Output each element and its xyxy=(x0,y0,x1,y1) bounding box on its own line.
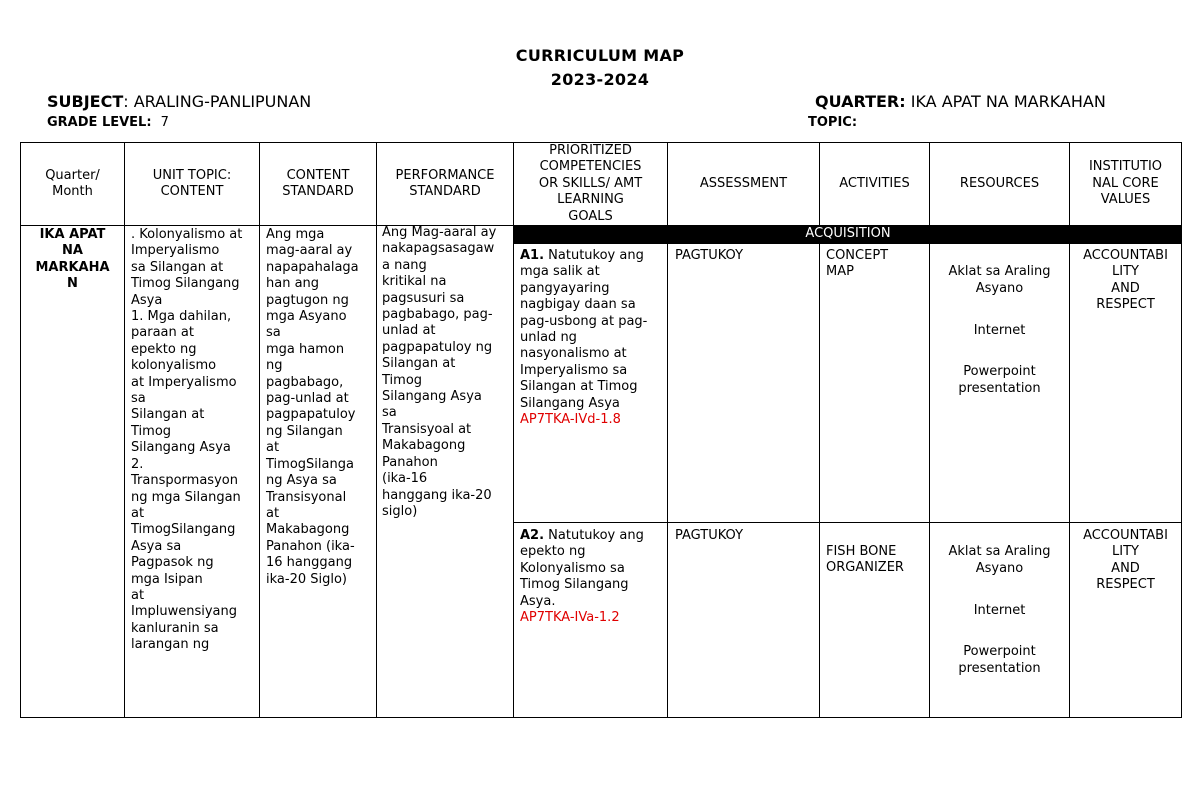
topic-label: TOPIC: xyxy=(808,115,858,130)
competency-text: Natutukoy ang epekto ng Kolonyalismo sa Timog Silangang Asya. xyxy=(520,528,644,609)
header-content-standard: CONTENT STANDARD xyxy=(282,167,354,199)
resources-a2 xyxy=(930,528,1069,703)
header-unit-topic: UNIT TOPIC: CONTENT xyxy=(152,167,232,199)
col-line xyxy=(376,142,377,718)
header-resources: RESOURCES xyxy=(959,175,1040,191)
competency-text: Natutukoy ang mga salik at pangyayaring nagbigay daan sa pag-usbong at pag- unlad ng nasyonalismo at Imperyalismo sa Silangan at Timog Silangang Asya xyxy=(520,248,648,411)
table-border-bottom xyxy=(20,717,1182,718)
header-core-values: INSTITUTIO NAL CORE VALUES xyxy=(1088,159,1163,208)
col-line xyxy=(124,142,125,718)
quarter-cell: IKA APAT NA MARKAHA N xyxy=(35,227,110,292)
activity-a1: CONCEPT MAP xyxy=(826,248,889,280)
subject-value: : ARALING-PANLIPUNAN xyxy=(123,92,312,111)
quarter-label: QUARTER: xyxy=(815,92,906,111)
resource-item: Aklat sa Araling Asyano xyxy=(948,544,1051,576)
competency-a2 xyxy=(520,528,667,626)
row-divider xyxy=(513,522,1182,523)
header-quarter-month: Quarter/ Month xyxy=(45,167,100,199)
quarter-line xyxy=(815,92,1106,111)
performance-standard-cell: Ang Mag-aaral ay nakapagsasagaw a nang kritikal na pagsusuri sa pagbabago, pag- unlad at pagpapatuloy ng Silangan at Timog Silangang Asya sa Transisyoal at Makabagong Panahon (ika-16 hanggang ika-20 siglo) xyxy=(382,225,497,519)
resource-item: Aklat sa Araling Asyano xyxy=(948,264,1051,296)
competency-code-label: A2. xyxy=(520,528,545,543)
resources-a1 xyxy=(930,248,1069,423)
competency-code-label: A1. xyxy=(520,248,545,263)
subject-line xyxy=(47,92,311,111)
grade-level-line xyxy=(47,115,169,130)
competency-melc-code: AP7TKA-IVa-1.2 xyxy=(520,610,620,626)
header-activities: ACTIVITIES xyxy=(839,175,910,191)
resource-item: Internet xyxy=(973,322,1026,338)
quarter-value: IKA APAT NA MARKAHAN xyxy=(905,92,1106,111)
header-competencies: PRIORITIZED COMPETENCIES OR SKILLS/ AMT LEARNING GOALS xyxy=(538,142,643,224)
core-values-a1: ACCOUNTABI LITY AND RESPECT xyxy=(1083,248,1168,313)
activity-a2: FISH BONE ORGANIZER xyxy=(826,544,904,576)
school-year: 2023-2024 xyxy=(550,70,650,89)
col-line xyxy=(259,142,260,718)
unit-topic-cell: . Kolonyalismo at Imperyalismo sa Silangan at Timog Silangang Asya 1. Mga dahilan, paraan at epekto ng kolonyalismo at Imperyalismo sa Silangan at Timog Silangang Asya 2. Transpormasyon ng mga Silangan at TimogSilangang Asya sa Pagpasok ng mga Isipan at Impluwensiyang kanluranin sa larangan ng xyxy=(131,227,243,653)
resource-item: Powerpoint presentation xyxy=(958,644,1041,676)
competency-melc-code: AP7TKA-IVd-1.8 xyxy=(520,412,621,428)
assessment-a1: PAGTUKOY xyxy=(675,248,744,263)
header-performance-standard: PERFORMANCE STANDARD xyxy=(395,167,495,199)
acquisition-banner: ACQUISITION xyxy=(514,225,1182,244)
core-values-a2: ACCOUNTABI LITY AND RESPECT xyxy=(1083,528,1168,593)
resource-item: Powerpoint presentation xyxy=(958,364,1041,396)
competency-a1 xyxy=(520,248,667,428)
resource-item: Internet xyxy=(973,602,1026,618)
header-assessment: ASSESSMENT xyxy=(699,175,788,191)
assessment-a2: PAGTUKOY xyxy=(675,528,744,543)
subject-label: SUBJECT xyxy=(47,92,124,111)
document-title: CURRICULUM MAP xyxy=(515,46,685,65)
content-standard-cell: Ang mga mag-aaral ay napapahalaga han ang pagtugon ng mga Asyano sa mga hamon ng pagbabago, pag-unlad at pagpapatuloy ng Silangan at TimogSilanga ng Asya sa Transisyonal at Makabagong Panahon (ika- 16 hanggang ika-20 Siglo) xyxy=(266,227,359,587)
grade-level-value: 7 xyxy=(160,115,169,130)
grade-level-label: GRADE LEVEL: xyxy=(47,115,152,130)
